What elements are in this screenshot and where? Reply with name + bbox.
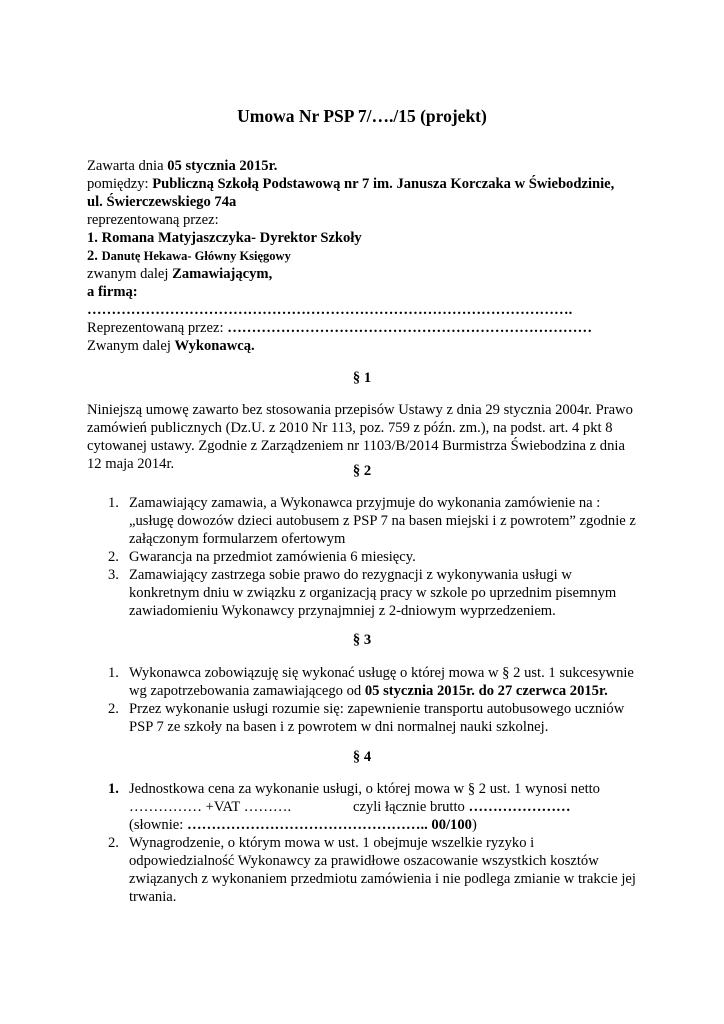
header-line-ordering: zwanym dalej Zamawiającym,: [87, 266, 273, 282]
list-item-line: „usługę dowozów dzieci autobusem z PSP 7 na basen miejski i z powrotem” zgodnie z: [129, 513, 636, 529]
list-item-line: Wynagrodzenie, o którym mowa w ust. 1 obejmuje wszelkie ryzyko i: [129, 835, 535, 851]
header-line-represented: reprezentowaną przez:: [87, 212, 219, 228]
list-item-line: Jednostkowa cena za wykonanie usługi, o której mowa w § 2 ust. 1 wynosi netto: [129, 781, 600, 797]
list-number: 2.: [108, 701, 119, 717]
list-number: 1.: [108, 495, 119, 511]
header-line-director: 1. Romana Matyjaszczyka- Dyrektor Szkoły: [87, 230, 362, 246]
header-line-company: a firmą:: [87, 284, 138, 300]
section-1-line: 12 maja 2014r.: [87, 456, 175, 472]
header-line-accountant: 2. Danutę Hekawa- Główny Księgowy: [87, 248, 291, 264]
section-1-line: Niniejszą umowę zawarto bez stosowania przepisów Ustawy z dnia 29 stycznia 2004r. Prawo: [87, 402, 633, 418]
list-number: 1.: [108, 665, 119, 681]
price-net-vat: …………… +VAT ……….: [129, 799, 292, 815]
section-4-heading: § 4: [352, 749, 372, 765]
list-item-line: związanych z wykonaniem przedmiotu zamówienia i nie podlega zmianie w trakcie jej: [129, 871, 636, 887]
list-item-line: Wykonawca zobowiązuję się wykonać usługę o której mowa w § 2 ust. 1 sukcesywnie: [129, 665, 634, 681]
header-line-contractor-rep: Reprezentowaną przez: …………………………………………………………………: [87, 320, 593, 336]
list-item-line: konkretnym dniu w związku z organizacją pracy w szkole po uprzednim pisemnym: [129, 585, 617, 601]
header-line-date: Zawarta dnia 05 stycznia 2015r.: [87, 158, 278, 174]
section-2-heading: § 2: [352, 463, 372, 479]
section-3-heading: § 3: [352, 632, 372, 648]
header-line-parties: pomiędzy: Publiczną Szkołą Podstawową nr 7 im. Janusza Korczaka w Świebodzinie,: [87, 176, 615, 192]
list-item-line: Zamawiający zastrzega sobie prawo do rezygnacji z wykonywania usługi w: [129, 567, 572, 583]
list-item-line: wg zapotrzebowania zamawiającego od 05 stycznia 2015r. do 27 czerwca 2015r.: [129, 683, 608, 699]
header-line-contractor: Zwanym dalej Wykonawcą.: [87, 338, 255, 354]
price-in-words: (słownie: ………………………………………….. 00/100): [129, 817, 477, 833]
list-item-line: PSP 7 ze szkoły na basen i z powrotem w dni normalnej nauki szkolnej.: [129, 719, 549, 735]
list-item-line: Gwarancja na przedmiot zamówienia 6 miesięcy.: [129, 549, 416, 565]
list-number: 2.: [108, 835, 119, 851]
list-item-line: załączonym formularzem ofertowym: [129, 531, 346, 547]
header-line-company-blank: ……………………………………………………………………………………….: [87, 302, 573, 318]
price-gross: czyli łącznie brutto …………………: [353, 799, 571, 815]
list-item-line: zawiadomieniu Wykonawcy przynajmniej z 2-dniowym wyprzedzeniem.: [129, 603, 556, 619]
list-item-line: Przez wykonanie usługi rozumie się: zapewnienie transportu autobusowego uczniów: [129, 701, 625, 717]
section-1-heading: § 1: [352, 370, 372, 386]
list-item-line: odpowiedzialność Wykonawcy za prawidłowe oszacowanie wszystkich kosztów: [129, 853, 599, 869]
list-item-line: Zamawiający zamawia, a Wykonawca przyjmuje do wykonania zamówienie na :: [129, 495, 601, 511]
list-number: 2.: [108, 549, 119, 565]
document-title: Umowa Nr PSP 7/…./15 (projekt): [237, 106, 487, 126]
list-number: 1.: [108, 781, 119, 797]
header-line-address: ul. Świerczewskiego 74a: [87, 194, 237, 210]
section-1-line: cytowanej ustawy. Zgodnie z Zarządzeniem nr 1103/B/2014 Burmistrza Świebodzina z dnia: [87, 438, 625, 454]
list-item-line: trwania.: [129, 889, 177, 905]
section-1-line: zamówień publicznych (Dz.U. z 2010 Nr 113, poz. 759 z późn. zm.), na podst. art. 4 pkt 8: [87, 420, 613, 436]
list-number: 3.: [108, 567, 119, 583]
